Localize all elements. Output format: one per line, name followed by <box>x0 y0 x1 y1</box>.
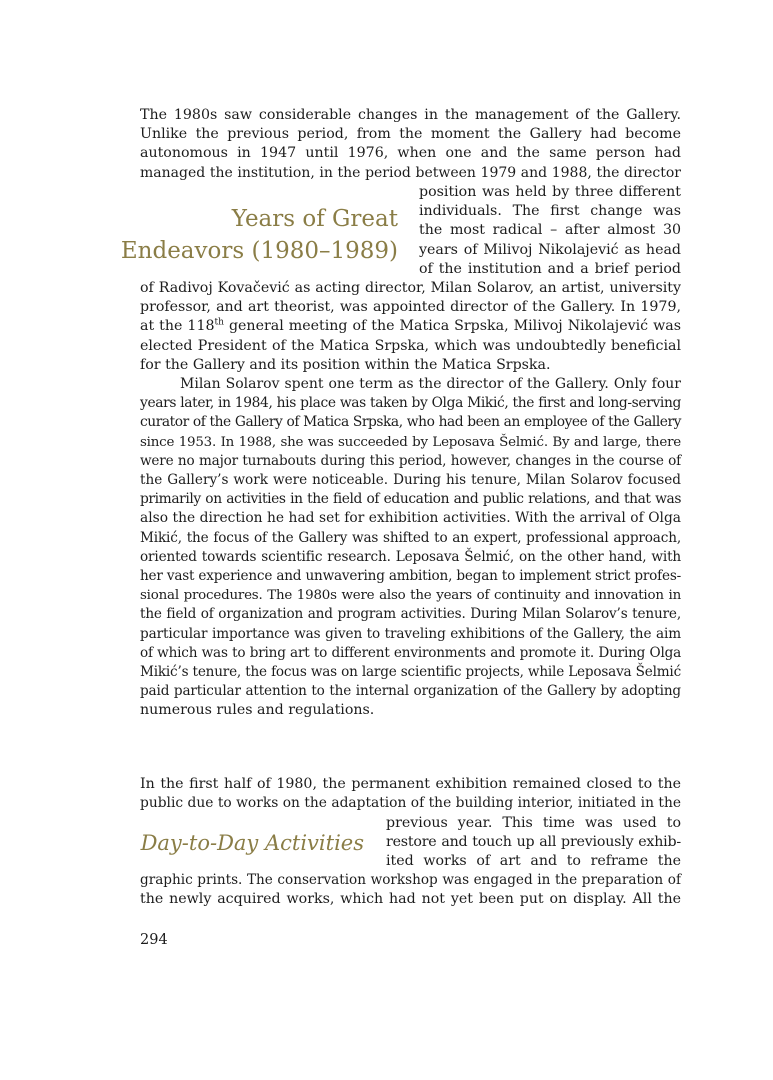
page-number: 294 <box>140 932 168 948</box>
text-line: were no major turnabouts during this period, however, changes in the course of <box>140 452 681 469</box>
text-line: The 1980s saw considerable changes in the management of the Gallery. <box>140 107 681 123</box>
heading-line-2: Endeavors (1980–1989) <box>120 238 398 264</box>
text-line: In the first half of 1980, the permanent exhibition remained closed to the <box>140 776 681 792</box>
text-line: Mikić’s tenure, the focus was on large scientific projects, while Leposava Šelmić <box>140 664 681 681</box>
text-line: years later, in 1984, his place was taken by Olga Mikić, the first and long-serving <box>140 395 681 412</box>
section-heading-day-to-day-activities: Day-to-Day Activities <box>140 831 364 855</box>
text-line: Milan Solarov spent one term as the director of the Gallery. Only four <box>180 376 681 392</box>
text-line: primarily on activities in the field of education and public relations, and that was <box>140 491 681 508</box>
heading-line-1: Years of Great <box>231 206 398 232</box>
text-line: Unlike the previous period, from the moment the Gallery had become <box>140 126 681 143</box>
text-line: also the direction he had set for exhibition activities. With the arrival of Olga <box>140 510 681 527</box>
text-line: the newly acquired works, which had not yet been put on display. All the <box>140 891 681 908</box>
text-line: autonomous in 1947 until 1976, when one and the same person had <box>140 145 681 162</box>
section-1-top-text <box>140 106 681 183</box>
text-line: professor, and art theorist, was appointed director of the Gallery. In 1979, <box>140 299 681 316</box>
section-1-paragraph-2 <box>140 375 681 721</box>
section-2-side-text <box>386 814 681 872</box>
text-line: restore and touch up all previously exhib- <box>386 834 681 851</box>
section-2-body-text <box>140 871 681 909</box>
text-line: since 1953. In 1988, she was succeeded by Leposava Šelmić. By and large, there <box>140 434 681 450</box>
text-line: ited works of art and to reframe the <box>386 853 681 870</box>
section-1-body-text <box>140 279 681 375</box>
section-1-side-text <box>419 183 681 279</box>
text-line: previous year. This time was used to <box>386 815 681 831</box>
text-line: of the institution and a brief period <box>419 260 681 277</box>
text-line: public due to works on the adaptation of the building interior, initiated in the <box>140 795 681 812</box>
text-line: of which was to bring art to different environments and promote it. During Olga <box>140 644 681 661</box>
text-line: numerous rules and regulations. <box>140 702 375 719</box>
text-line: particular importance was given to traveling exhibitions of the Gallery, the aim <box>140 625 681 642</box>
text-line: the field of organization and program activities. During Milan Solarov’s tenure, <box>140 606 681 623</box>
text-line: graphic prints. The conservation workshop was engaged in the preparation of <box>140 872 681 888</box>
text-line: her vast experience and unwavering ambition, began to implement strict profes- <box>140 568 681 585</box>
ordinal-superscript: th <box>214 317 224 328</box>
section-heading-years-of-great-endeavors <box>100 203 398 267</box>
text-line <box>140 317 681 336</box>
section-2-top-text <box>140 775 681 813</box>
text-line: the Gallery’s work were noticeable. During his tenure, Milan Solarov focused <box>140 472 681 489</box>
text-fragment: at the 118 <box>140 318 215 335</box>
text-line: paid particular attention to the internal organization of the Gallery by adopting <box>140 683 681 700</box>
text-line: years of Milivoj Nikolajević as head <box>419 241 681 258</box>
text-fragment: general meeting of the Matica Srpska, Milivoj Nikolajević was <box>223 318 682 335</box>
text-line: oriented towards scientific research. Leposava Šelmić, on the other hand, with <box>140 548 681 565</box>
text-line: position was held by three different <box>419 184 681 200</box>
text-line: individuals. The first change was <box>419 203 681 220</box>
text-line: managed the institution, in the period between 1979 and 1988, the director <box>140 164 681 181</box>
text-line: sional procedures. The 1980s were also the years of continuity and innovation in <box>140 588 681 604</box>
text-line: of Radivoj Kovačević as acting director, Milan Solarov, an artist, university <box>140 280 681 296</box>
text-line: Mikić, the focus of the Gallery was shifted to an expert, professional approach, <box>140 529 681 546</box>
text-line: the most radical – after almost 30 <box>419 222 681 239</box>
text-line: curator of the Gallery of Matica Srpska, who had been an employee of the Gallery <box>140 414 681 431</box>
text-line: elected President of the Matica Srpska, which was undoubtedly beneficial <box>140 337 681 354</box>
text-line: for the Gallery and its position within the Matica Srpska. <box>140 356 551 373</box>
